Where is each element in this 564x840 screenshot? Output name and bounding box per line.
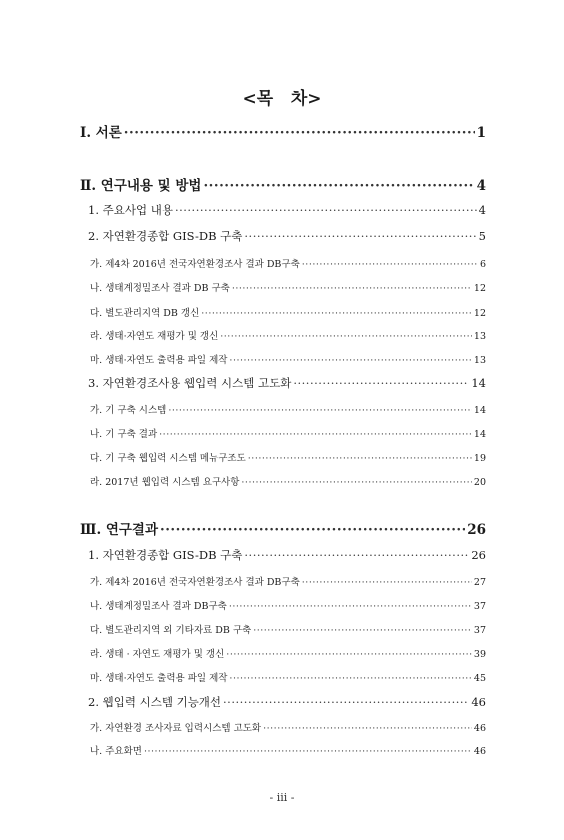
toc-entry-page: 5: [478, 229, 486, 243]
toc-entry-title: 다. 별도관리지역 외 기타자료 DB 구축: [90, 625, 252, 636]
leader-dots: [175, 203, 477, 215]
toc-entry[interactable]: [90, 280, 486, 294]
toc-entry-page: 13: [473, 355, 486, 366]
leader-dots: [229, 601, 472, 611]
toc-entry-page: 27: [473, 577, 486, 588]
toc-entry-page: 19: [473, 453, 486, 464]
leader-dots: [244, 229, 476, 241]
leader-dots: [263, 723, 472, 733]
toc-entry-title: 가. 제4차 2016년 전국자연환경조사 결과 DB구축: [90, 259, 300, 270]
toc-entry[interactable]: [80, 174, 486, 194]
toc-entry[interactable]: [88, 202, 486, 218]
toc-entry-title: 가. 제4차 2016년 전국자연환경조사 결과 DB구축: [90, 577, 300, 588]
toc-entry[interactable]: [90, 450, 486, 464]
toc-entry-title: Ⅰ. 서론: [80, 125, 122, 141]
leader-dots: [293, 376, 469, 388]
toc-entry-title: 나. 주요화면: [90, 746, 142, 757]
toc-entry[interactable]: [90, 598, 486, 612]
leader-dots: [302, 577, 472, 587]
toc-entry-title: 나. 기 구축 결과: [90, 429, 158, 440]
toc-entry-title: 나. 생태계정밀조사 결과 DB구축: [90, 601, 227, 612]
toc-entry-page: 14: [471, 376, 486, 390]
toc-entry[interactable]: [88, 228, 486, 244]
leader-dots: [201, 308, 472, 318]
toc-entry-page: 37: [473, 625, 486, 636]
leader-dots: [229, 673, 471, 683]
toc-entry-page: 20: [473, 477, 486, 488]
toc-entry-title: 라. 생태 · 자연도 재평가 및 갱신: [90, 649, 225, 660]
leader-dots: [160, 522, 465, 536]
leader-dots: [248, 453, 472, 463]
toc-entry-title: 마. 생태·자연도 출력용 파일 제작: [90, 673, 228, 684]
page-title: <목 차>: [242, 89, 322, 109]
toc-entry-page: 14: [473, 429, 486, 440]
leader-dots: [253, 625, 472, 635]
toc-entry-title: 2. 웹입력 시스템 기능개선: [88, 695, 222, 709]
toc-entry-page: 4: [478, 203, 486, 217]
toc-entry[interactable]: [90, 720, 486, 734]
leader-dots: [168, 405, 472, 415]
leader-dots: [302, 259, 478, 269]
page-number-footer: - iii -: [269, 791, 295, 804]
toc-entry-page: 4: [476, 178, 486, 194]
leader-dots: [223, 695, 469, 707]
toc-entry-title: 다. 기 구축 웹입력 시스템 메뉴구조도: [90, 453, 246, 464]
toc-entry-title: Ⅲ. 연구결과: [80, 522, 159, 538]
toc-entry[interactable]: [90, 646, 486, 660]
leader-dots: [244, 548, 469, 560]
toc-entry-page: 6: [479, 259, 486, 270]
toc-entry-title: 라. 2017년 웹입력 시스템 요구사항: [90, 477, 240, 488]
toc-entry-page: 12: [473, 308, 486, 319]
toc-entry-page: 26: [467, 522, 486, 538]
toc-entry[interactable]: [90, 305, 486, 319]
leader-dots: [124, 125, 475, 139]
toc-entry[interactable]: [90, 622, 486, 636]
toc-entry-page: 37: [473, 601, 486, 612]
toc-entry[interactable]: [88, 547, 486, 563]
leader-dots: [144, 746, 472, 756]
toc-entry[interactable]: [90, 426, 486, 440]
toc-entry-page: 39: [473, 649, 486, 660]
toc-entry-title: 가. 기 구축 시스템: [90, 405, 167, 416]
toc-entry[interactable]: [90, 574, 486, 588]
toc-entry-page: 14: [473, 405, 486, 416]
toc-entry-page: 45: [473, 673, 486, 684]
toc-entry[interactable]: [88, 694, 486, 710]
toc-entry-title: 2. 자연환경종합 GIS-DB 구축: [88, 229, 243, 243]
toc-entry[interactable]: [90, 474, 486, 488]
toc-entry-title: 1. 주요사업 내용: [88, 203, 173, 217]
leader-dots: [159, 429, 472, 439]
leader-dots: [241, 477, 472, 487]
toc-entry-title: 1. 자연환경종합 GIS-DB 구축: [88, 548, 243, 562]
toc-entry-page: 12: [473, 283, 486, 294]
toc-entry-title: 나. 생태계정밀조사 결과 DB 구축: [90, 283, 230, 294]
toc-entry[interactable]: [90, 328, 486, 342]
leader-dots: [229, 355, 471, 365]
toc-entry[interactable]: [90, 670, 486, 684]
toc-entry[interactable]: [80, 518, 486, 538]
toc-entry[interactable]: [88, 375, 486, 391]
toc-entry[interactable]: [90, 352, 486, 366]
leader-dots: [232, 283, 472, 293]
toc-entry-title: 다. 별도관리지역 DB 갱신: [90, 308, 200, 319]
toc-entry-title: Ⅱ. 연구내용 및 방법: [80, 178, 202, 194]
toc-entry[interactable]: [90, 256, 486, 270]
toc-entry-page: 46: [473, 723, 486, 734]
toc-entry[interactable]: [80, 121, 486, 141]
toc-entry-title: 3. 자연환경조사용 웹입력 시스템 고도화: [88, 376, 292, 390]
toc-entry-title: 마. 생태·자연도 출력용 파일 제작: [90, 355, 228, 366]
toc-entry-title: 라. 생태·자연도 재평가 및 갱신: [90, 331, 219, 342]
toc-entry-page: 26: [471, 548, 486, 562]
toc-entry-page: 1: [476, 125, 486, 141]
leader-dots: [220, 331, 472, 341]
leader-dots: [203, 178, 474, 192]
toc-entry[interactable]: [90, 402, 486, 416]
toc-entry[interactable]: [90, 743, 486, 757]
toc-entry-page: 13: [473, 331, 486, 342]
leader-dots: [226, 649, 472, 659]
toc-entry-page: 46: [473, 746, 486, 757]
toc-entry-title: 가. 자연환경 조사자료 입력시스템 고도화: [90, 723, 262, 734]
toc-entry-page: 46: [471, 695, 486, 709]
